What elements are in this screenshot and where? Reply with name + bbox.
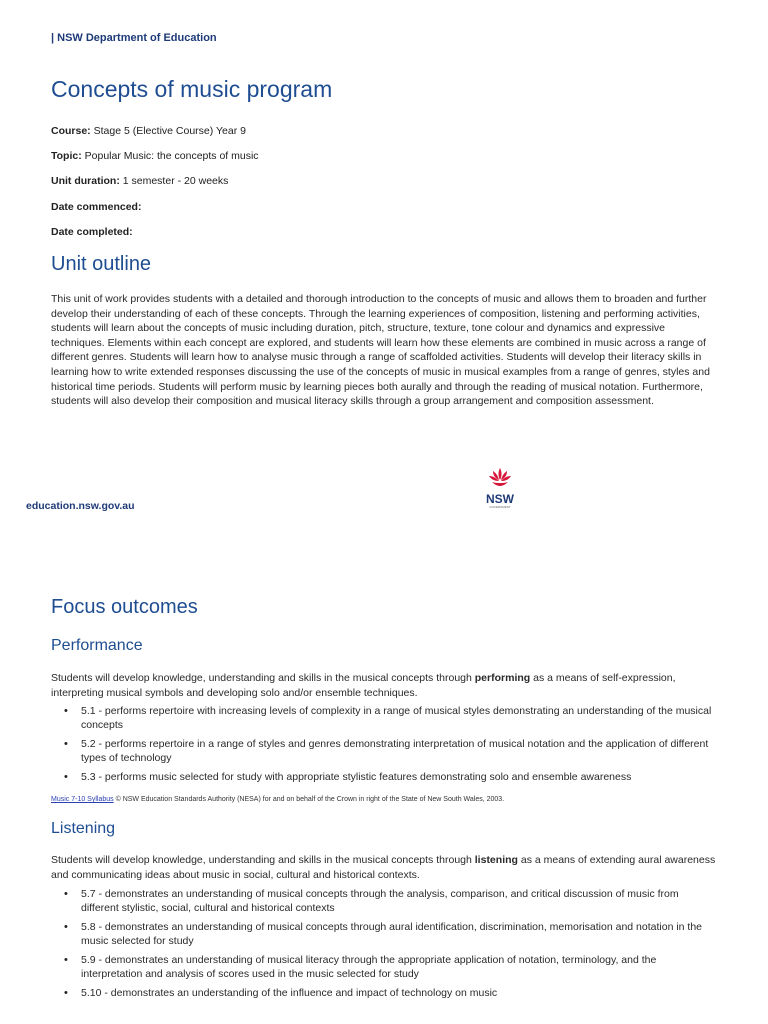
intro-bold: listening (474, 854, 518, 866)
list-item: • 5.3 - performs music selected for study with appropriate stylistic features demonstrating solo and ensemble awareness (51, 770, 717, 784)
focus-outcomes-heading: Focus outcomes (51, 596, 198, 618)
unit-outline-text: This unit of work provides students with a detailed and thorough introduction to the concepts of music and allows them to broaden and further develop their understanding of each of these concepts. Through the learning experiences of composition, listening and performing activities, students will learn about the concepts of music including duration, pitch, structure, texture, tone colour and dynamics and expressive techniques. Elements within each concept are explored, and students will learn how these elements are combined in music across a range of different genres. Students will learn how to analyse music through a range of scaffolded activities. Students will develop their literacy skills in learning how to write extended responses discussing the use of the concepts of music in musical examples from a range of genres, styles and historical time periods. Students will perform music by learning pieces both aurally and through the reading of musical notation. Furthermore, students will also develop their composition and musical literacy skills through a group arrangement and composition assessment. (51, 293, 710, 408)
logo-wordmark: NSW (486, 492, 514, 506)
list-item: • 5.10 - demonstrates an understanding of the influence and impact of technology on music (51, 986, 717, 1000)
page-title: Concepts of music program (51, 76, 333, 102)
list-item: • 5.2 - performs repertoire in a range of styles and genres demonstrating interpretation of musical notation and the application of different types of technology (51, 737, 717, 765)
meta-label: Course: (51, 125, 91, 137)
list-item: • 5.7 - demonstrates an understanding of musical concepts through the analysis, comparison, and critical discussion of music from different stylistic, social, cultural and historical contexts (51, 887, 717, 915)
meta-label: Date completed: (51, 226, 133, 238)
meta-value: Popular Music: the concepts of music (84, 150, 259, 162)
meta-date-completed (51, 226, 133, 238)
list-item: • 5.8 - demonstrates an understanding of musical concepts through aural identification, discrimination, memorisation and notation in the music selected for study (51, 920, 717, 948)
meta-course (51, 125, 246, 137)
meta-label: Topic: (51, 150, 82, 162)
meta-value: 1 semester - 20 weeks (122, 175, 229, 187)
footer-url[interactable]: education.nsw.gov.au (26, 500, 135, 512)
nsw-government-logo (479, 466, 521, 512)
listening-intro (51, 853, 717, 882)
intro-text: Students will develop knowledge, understanding and skills in the musical concepts through (51, 854, 475, 866)
performance-outcomes-list (51, 704, 717, 789)
list-item: • 5.1 - performs repertoire with increasing levels of complexity in a range of musical styles demonstrating an understanding of the musical concepts (51, 704, 717, 732)
department-header: | NSW Department of Education (51, 32, 217, 44)
meta-value: Stage 5 (Elective Course) Year 9 (93, 125, 246, 137)
logo-subtext: GOVERNMENT (489, 505, 511, 509)
intro-text: Students will develop knowledge, understanding and skills in the musical concepts through (51, 672, 475, 684)
meta-date-commenced (51, 201, 141, 213)
waratah-icon (487, 466, 513, 488)
list-item: • 5.9 - demonstrates an understanding of musical literacy through the appropriate application of notation, terminology, and the interpretation and analysis of scores used in the music selected for study (51, 953, 717, 981)
meta-topic (51, 150, 259, 162)
intro-text: as a means of self-expression, interpreting musical symbols and developing solo and/or ensemble techniques. (51, 672, 676, 699)
listening-heading: Listening (51, 820, 116, 837)
meta-label: Date commenced: (51, 201, 142, 213)
credit-text: © NSW Education Standards Authority (NESA) for and on behalf of the Crown in right of the State of New South Wales, 2003. (113, 796, 505, 803)
intro-bold: performing (474, 672, 531, 684)
performance-heading: Performance (51, 637, 143, 654)
intro-text: as a means of extending aural awareness and communicating ideas about music in social, cultural and historical contexts. (51, 854, 716, 881)
syllabus-credit (51, 796, 504, 803)
listening-outcomes-list (51, 887, 717, 1005)
unit-outline-heading: Unit outline (51, 253, 152, 275)
meta-label: Unit duration: (51, 175, 120, 187)
meta-duration (51, 175, 228, 187)
syllabus-link[interactable]: Music 7-10 Syllabus (51, 796, 114, 803)
performance-intro (51, 671, 717, 700)
